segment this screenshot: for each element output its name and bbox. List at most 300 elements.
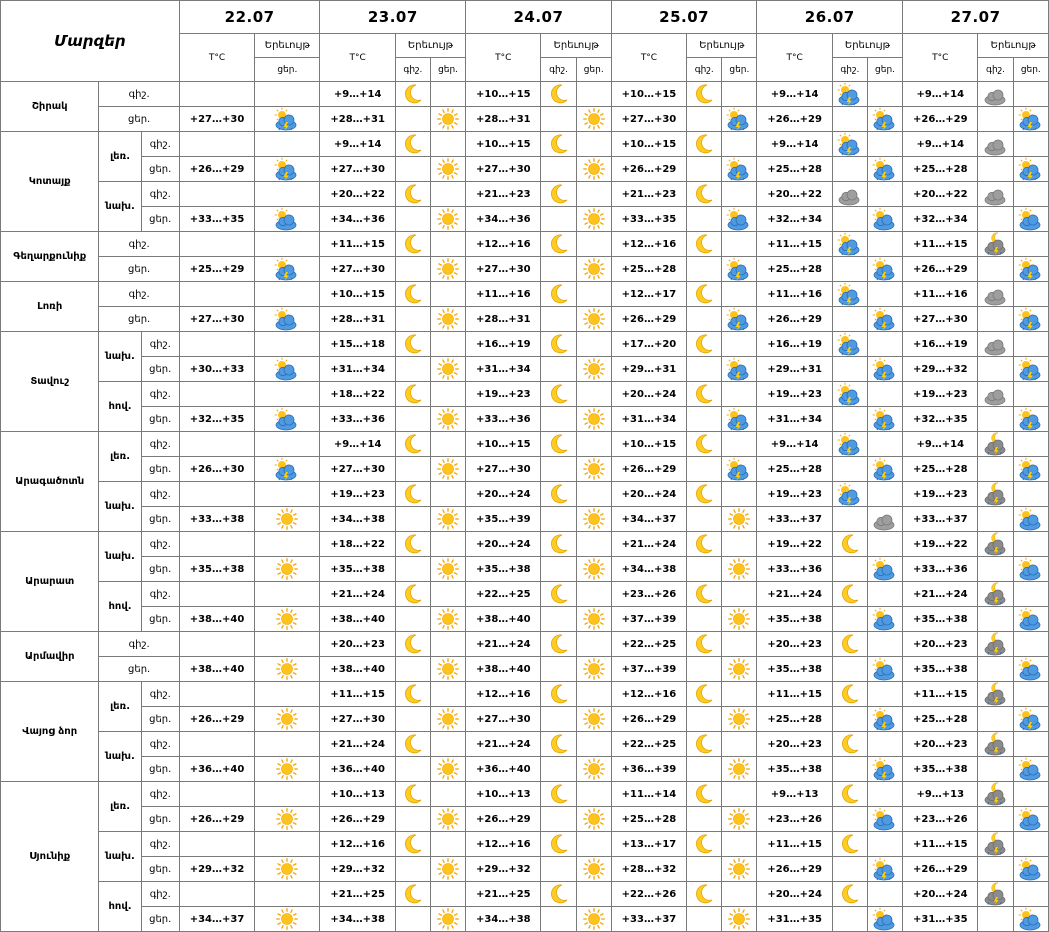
temperature-range: +13…+17 <box>611 832 686 857</box>
weather-cell <box>395 582 430 607</box>
temperature-range <box>179 282 254 307</box>
temperature-range: +26…+29 <box>903 857 978 882</box>
weather-cell <box>430 257 465 282</box>
temperature-range: +36…+39 <box>611 757 686 782</box>
weather-cell <box>1013 682 1048 707</box>
temperature-range: +20…+23 <box>903 732 978 757</box>
thunderstorm-icon <box>726 259 752 278</box>
weather-cell <box>687 457 722 482</box>
temperature-range: +36…+40 <box>466 757 541 782</box>
region-name: Տավուշ <box>1 332 99 432</box>
sun-icon <box>727 809 751 828</box>
sky-header: Երեւույթ <box>832 34 902 58</box>
sun-icon <box>582 559 606 578</box>
weather-cell <box>395 507 430 532</box>
region-name: Լոռի <box>1 282 99 332</box>
temperature-range: +27…+30 <box>320 457 395 482</box>
weather-cell <box>576 232 611 257</box>
weather-cell <box>832 582 867 607</box>
sun-icon <box>436 709 460 728</box>
weather-cell <box>832 807 867 832</box>
weather-cell <box>430 657 465 682</box>
temperature-range: +22…+26 <box>611 882 686 907</box>
temp-header: T°C <box>179 34 254 82</box>
temperature-range: +20…+23 <box>757 632 832 657</box>
weather-cell <box>722 657 757 682</box>
temperature-range: +26…+29 <box>757 307 832 332</box>
moon-icon <box>838 534 862 553</box>
temperature-range: +26…+30 <box>179 457 254 482</box>
weather-cell <box>867 457 902 482</box>
weather-cell <box>1013 132 1048 157</box>
time-of-day-label: ցեր. <box>99 307 179 332</box>
temperature-range: +26…+29 <box>903 107 978 132</box>
weather-cell <box>867 607 902 632</box>
temperature-range: +15…+18 <box>320 332 395 357</box>
partly-cloudy-icon <box>1018 909 1044 928</box>
temperature-range: +34…+38 <box>466 907 541 932</box>
weather-cell <box>576 182 611 207</box>
table-row <box>1 132 1049 157</box>
weather-cell <box>395 107 430 132</box>
weather-cell <box>1013 182 1048 207</box>
weather-cell <box>1013 307 1048 332</box>
temperature-range: +33…+36 <box>903 557 978 582</box>
weather-cell <box>832 157 867 182</box>
weather-cell <box>722 182 757 207</box>
temperature-range: +26…+29 <box>757 857 832 882</box>
weather-cell <box>978 582 1013 607</box>
temperature-range: +35…+38 <box>179 557 254 582</box>
weather-cell <box>395 757 430 782</box>
weather-cell <box>395 657 430 682</box>
weather-cell <box>541 757 576 782</box>
thunderstorm-icon <box>1018 309 1044 328</box>
moon-icon <box>692 634 716 653</box>
weather-cell <box>576 832 611 857</box>
weather-cell <box>1013 457 1048 482</box>
weather-cell <box>430 207 465 232</box>
night-period-header: գիշ. <box>832 58 867 82</box>
weather-cell <box>722 607 757 632</box>
weather-cell <box>576 307 611 332</box>
weather-cell <box>576 107 611 132</box>
time-of-day-label: ցեր. <box>141 157 179 182</box>
temperature-range: +22…+25 <box>611 732 686 757</box>
weather-cell <box>430 132 465 157</box>
temperature-range: +26…+29 <box>179 157 254 182</box>
weather-cell <box>722 632 757 657</box>
region-name: Արմավիր <box>1 632 99 682</box>
time-of-day-label: գիշ. <box>141 382 179 407</box>
weather-cell <box>978 782 1013 807</box>
weather-cell <box>867 507 902 532</box>
weather-cell <box>430 107 465 132</box>
temperature-range: +38…+40 <box>179 657 254 682</box>
weather-cell <box>541 732 576 757</box>
partly-cloudy-icon <box>872 809 898 828</box>
weather-cell <box>687 757 722 782</box>
time-of-day-label: ցեր. <box>141 357 179 382</box>
temperature-range: +29…+32 <box>466 857 541 882</box>
weather-cell <box>832 132 867 157</box>
temperature-range: +22…+25 <box>466 582 541 607</box>
sky-header: Երեւույթ <box>978 34 1049 58</box>
weather-cell <box>541 82 576 107</box>
time-of-day-label: ցեր. <box>141 457 179 482</box>
weather-cell <box>541 882 576 907</box>
weather-cell <box>430 682 465 707</box>
thunderstorm-icon <box>726 459 752 478</box>
thunderstorm-icon <box>1018 459 1044 478</box>
moon-icon <box>401 234 425 253</box>
temperature-range: +31…+34 <box>466 357 541 382</box>
time-of-day-label: գիշ. <box>141 432 179 457</box>
temperature-range: +21…+23 <box>611 182 686 207</box>
weather-cell <box>832 282 867 307</box>
temperature-range: +23…+26 <box>757 807 832 832</box>
weather-cell <box>687 357 722 382</box>
weather-cell <box>722 207 757 232</box>
moon-icon <box>401 284 425 303</box>
weather-cell <box>255 207 320 232</box>
temperature-range: +12…+17 <box>611 282 686 307</box>
weather-cell <box>687 607 722 632</box>
temperature-range: +9…+14 <box>320 432 395 457</box>
moon-icon <box>838 784 862 803</box>
altitude-zone-label: նախ. <box>99 182 141 232</box>
weather-cell <box>395 882 430 907</box>
altitude-zone-label: հով. <box>99 382 141 432</box>
weather-cell <box>541 282 576 307</box>
temperature-range: +27…+30 <box>320 257 395 282</box>
thunderstorm-icon <box>1018 409 1044 428</box>
temperature-range: +25…+28 <box>903 157 978 182</box>
temperature-range <box>179 132 254 157</box>
temperature-range: +20…+23 <box>903 632 978 657</box>
night-period-header: գիշ. <box>541 58 576 82</box>
weather-cell <box>832 257 867 282</box>
temperature-range: +27…+30 <box>320 157 395 182</box>
table-row <box>1 782 1049 807</box>
weather-cell <box>395 807 430 832</box>
temperature-range: +31…+35 <box>903 907 978 932</box>
weather-cell <box>255 807 320 832</box>
weather-cell <box>395 282 430 307</box>
table-row <box>1 107 1049 132</box>
partly-cloudy-icon <box>274 359 300 378</box>
temperature-range: +35…+38 <box>757 757 832 782</box>
weather-cell <box>832 832 867 857</box>
temperature-range <box>179 432 254 457</box>
temperature-range: +22…+25 <box>611 632 686 657</box>
weather-cell <box>978 282 1013 307</box>
weather-cell <box>255 157 320 182</box>
weather-cell <box>687 157 722 182</box>
temperature-range: +11…+15 <box>757 232 832 257</box>
weather-cell <box>978 807 1013 832</box>
thunderstorm-icon <box>872 259 898 278</box>
moon-icon <box>547 334 571 353</box>
temperature-range: +11…+15 <box>903 232 978 257</box>
time-of-day-label: ցեր. <box>141 607 179 632</box>
thunderstorm-icon <box>872 759 898 778</box>
cloud-icon <box>983 384 1009 403</box>
weather-cell <box>255 857 320 882</box>
sun-icon <box>436 909 460 928</box>
temperature-range: +35…+38 <box>757 657 832 682</box>
temperature-range: +10…+15 <box>611 82 686 107</box>
weather-cell <box>395 632 430 657</box>
weather-cell <box>255 782 320 807</box>
weather-cell <box>255 282 320 307</box>
weather-cell <box>576 132 611 157</box>
cloud-moon-rain-icon <box>983 884 1009 903</box>
temperature-range: +21…+25 <box>466 882 541 907</box>
weather-cell <box>722 382 757 407</box>
moon-icon <box>838 584 862 603</box>
thunderstorm-icon <box>1018 259 1044 278</box>
thunderstorm-icon <box>872 859 898 878</box>
weather-cell <box>867 632 902 657</box>
weather-cell <box>978 732 1013 757</box>
weather-cell <box>832 882 867 907</box>
sun-icon <box>582 259 606 278</box>
weather-cell <box>430 232 465 257</box>
time-of-day-label: գիշ. <box>141 832 179 857</box>
weather-cell <box>255 557 320 582</box>
altitude-zone-label: նախ. <box>99 732 141 782</box>
weather-cell <box>430 557 465 582</box>
time-of-day-label: ցեր. <box>141 207 179 232</box>
weather-cell <box>978 132 1013 157</box>
altitude-zone-label: նախ. <box>99 332 141 382</box>
weather-cell <box>687 857 722 882</box>
weather-cell <box>395 157 430 182</box>
cloud-moon-rain-icon <box>983 834 1009 853</box>
weather-cell <box>687 682 722 707</box>
moon-icon <box>692 584 716 603</box>
temperature-range: +19…+23 <box>466 382 541 407</box>
partly-cloudy-icon <box>1018 209 1044 228</box>
weather-cell <box>722 82 757 107</box>
sun-icon <box>727 509 751 528</box>
time-of-day-label: գիշ. <box>141 132 179 157</box>
weather-cell <box>576 682 611 707</box>
table-row <box>1 407 1049 432</box>
temperature-range: +26…+29 <box>611 307 686 332</box>
weather-cell <box>395 257 430 282</box>
temperature-range: +30…+33 <box>179 357 254 382</box>
weather-cell <box>867 232 902 257</box>
moon-icon <box>401 134 425 153</box>
table-row <box>1 382 1049 407</box>
weather-cell <box>867 157 902 182</box>
regions-title: Մարզեր <box>1 1 180 82</box>
moon-icon <box>401 884 425 903</box>
weather-cell <box>832 907 867 932</box>
temperature-range: +29…+32 <box>320 857 395 882</box>
table-row <box>1 632 1049 657</box>
temperature-range: +9…+14 <box>320 132 395 157</box>
temperature-range: +26…+29 <box>179 807 254 832</box>
weather-cell <box>576 582 611 607</box>
weather-cell <box>395 182 430 207</box>
weather-cell <box>722 882 757 907</box>
region-name: Սյունիք <box>1 782 99 932</box>
sun-icon <box>582 359 606 378</box>
temperature-range: +25…+29 <box>179 257 254 282</box>
weather-cell <box>1013 482 1048 507</box>
weather-cell <box>541 632 576 657</box>
temperature-range: +21…+24 <box>320 582 395 607</box>
weather-cell <box>867 557 902 582</box>
temperature-range <box>179 82 254 107</box>
moon-icon <box>401 734 425 753</box>
weather-cell <box>832 207 867 232</box>
temperature-range: +21…+24 <box>466 732 541 757</box>
weather-cell <box>430 332 465 357</box>
partly-cloudy-icon <box>726 209 752 228</box>
cloud-moon-rain-icon <box>983 234 1009 253</box>
cloud-icon <box>983 84 1009 103</box>
sun-icon <box>275 859 299 878</box>
weather-cell <box>255 132 320 157</box>
temperature-range: +20…+22 <box>757 182 832 207</box>
moon-icon <box>692 184 716 203</box>
weather-cell <box>430 732 465 757</box>
sun-icon <box>582 859 606 878</box>
thunderstorm-icon <box>726 409 752 428</box>
temperature-range: +11…+15 <box>757 682 832 707</box>
weather-cell <box>576 432 611 457</box>
weather-cell <box>687 232 722 257</box>
sun-icon <box>436 459 460 478</box>
weather-cell <box>832 532 867 557</box>
cloud-moon-rain-icon <box>983 484 1009 503</box>
weather-cell <box>255 682 320 707</box>
temperature-range: +27…+30 <box>466 157 541 182</box>
weather-cell <box>576 207 611 232</box>
sun-icon <box>582 459 606 478</box>
weather-cell <box>832 432 867 457</box>
temperature-range: +28…+32 <box>611 857 686 882</box>
weather-cell <box>255 657 320 682</box>
weather-cell <box>832 657 867 682</box>
weather-cell <box>430 532 465 557</box>
weather-cell <box>255 507 320 532</box>
weather-cell <box>687 82 722 107</box>
sun-icon <box>436 659 460 678</box>
temperature-range <box>179 182 254 207</box>
weather-cell <box>255 107 320 132</box>
sun-icon <box>727 859 751 878</box>
weather-cell <box>1013 357 1048 382</box>
weather-cell <box>576 857 611 882</box>
thunderstorm-icon <box>837 234 863 253</box>
region-name: Շիրակ <box>1 82 99 132</box>
temperature-range: +11…+15 <box>903 682 978 707</box>
table-row <box>1 807 1049 832</box>
moon-icon <box>838 734 862 753</box>
weather-cell <box>687 132 722 157</box>
weather-cell <box>722 807 757 832</box>
thunderstorm-icon <box>726 109 752 128</box>
weather-cell <box>430 357 465 382</box>
temperature-range: +20…+23 <box>757 732 832 757</box>
moon-icon <box>838 884 862 903</box>
sun-icon <box>582 659 606 678</box>
weather-cell <box>576 407 611 432</box>
temperature-range: +12…+16 <box>466 832 541 857</box>
temperature-range: +10…+15 <box>466 132 541 157</box>
table-row <box>1 707 1049 732</box>
thunderstorm-icon <box>837 484 863 503</box>
temperature-range: +37…+39 <box>611 657 686 682</box>
weather-cell <box>867 357 902 382</box>
temperature-range: +38…+40 <box>466 657 541 682</box>
moon-icon <box>692 134 716 153</box>
temperature-range: +34…+36 <box>320 207 395 232</box>
time-of-day-label: գիշ. <box>141 532 179 557</box>
time-of-day-label: գիշ. <box>141 782 179 807</box>
weather-cell <box>576 907 611 932</box>
temperature-range: +20…+24 <box>611 482 686 507</box>
temperature-range: +26…+29 <box>320 807 395 832</box>
weather-cell <box>1013 432 1048 457</box>
temperature-range: +28…+31 <box>320 107 395 132</box>
weather-cell <box>1013 507 1048 532</box>
weather-cell <box>978 482 1013 507</box>
weather-cell <box>430 482 465 507</box>
sun-icon <box>275 609 299 628</box>
weather-cell <box>430 432 465 457</box>
temperature-range: +10…+15 <box>320 282 395 307</box>
day-period-header: ցեր. <box>722 58 757 82</box>
thunderstorm-icon <box>837 384 863 403</box>
weather-cell <box>576 657 611 682</box>
moon-icon <box>547 434 571 453</box>
sun-icon <box>436 159 460 178</box>
temperature-range: +34…+36 <box>466 207 541 232</box>
weather-cell <box>395 432 430 457</box>
temperature-range: +31…+35 <box>757 907 832 932</box>
weather-cell <box>687 207 722 232</box>
temperature-range: +27…+30 <box>466 257 541 282</box>
thunderstorm-icon <box>837 434 863 453</box>
weather-cell <box>867 257 902 282</box>
weather-cell <box>867 732 902 757</box>
temperature-range: +21…+24 <box>466 632 541 657</box>
weather-cell <box>978 182 1013 207</box>
temperature-range: +18…+22 <box>320 532 395 557</box>
weather-cell <box>687 482 722 507</box>
weather-cell <box>978 507 1013 532</box>
weather-cell <box>687 632 722 657</box>
weather-cell <box>541 657 576 682</box>
weather-cell <box>867 482 902 507</box>
temperature-range: +31…+34 <box>320 357 395 382</box>
sun-icon <box>727 909 751 928</box>
weather-cell <box>255 882 320 907</box>
temperature-range: +36…+40 <box>320 757 395 782</box>
day-period-header: ցեր. <box>1013 58 1048 82</box>
time-of-day-label: գիշ. <box>141 482 179 507</box>
weather-cell <box>978 257 1013 282</box>
weather-cell <box>576 82 611 107</box>
weather-cell <box>867 757 902 782</box>
weather-cell <box>867 582 902 607</box>
